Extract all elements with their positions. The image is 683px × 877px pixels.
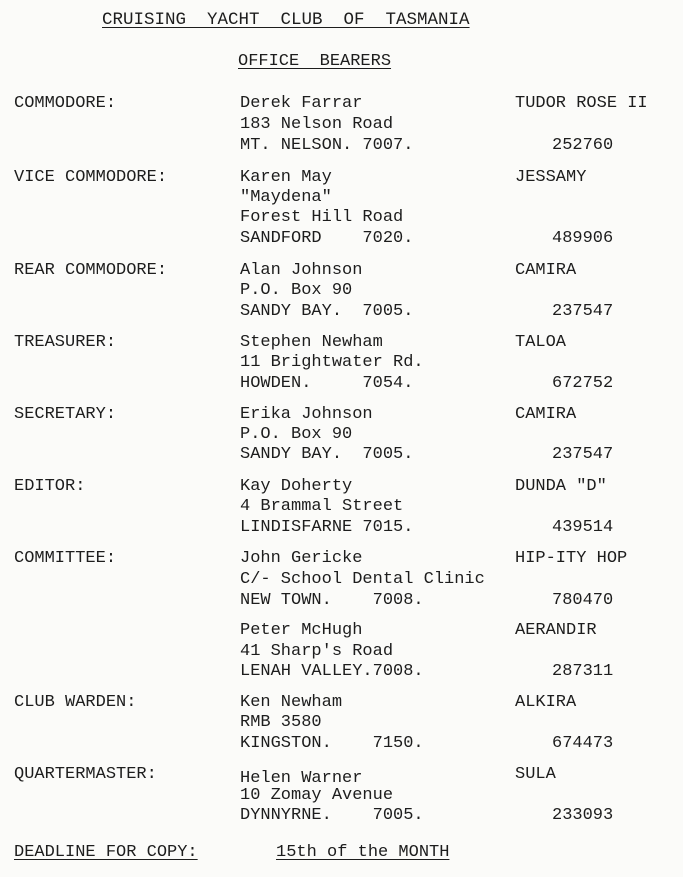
entry-address: C/- School Dental Clinic: [240, 570, 485, 589]
entry-boat: JESSAMY: [515, 168, 587, 187]
entry-name: Kay Doherty: [240, 477, 353, 496]
role-editor: EDITOR:: [14, 477, 86, 496]
role-club-warden: CLUB WARDEN:: [14, 693, 137, 712]
page-title: CRUISING YACHT CLUB OF TASMANIA: [102, 10, 470, 30]
entry-name: John Gericke: [240, 549, 363, 568]
entry-boat: CAMIRA: [515, 405, 577, 424]
entry-boat: SULA: [515, 765, 556, 784]
entry-phone: 252760: [552, 136, 614, 155]
deadline-value: 15th of the MONTH: [276, 843, 450, 862]
deadline-label: DEADLINE FOR COPY:: [14, 843, 198, 862]
entry-boat: CAMIRA: [515, 261, 577, 280]
entry-town: DYNNYRNE. 7005.: [240, 806, 424, 825]
entry-address: "Maydena": [240, 188, 332, 207]
entry-phone: 780470: [552, 591, 614, 610]
entry-name: Ken Newham: [240, 693, 343, 712]
entry-address: P.O. Box 90: [240, 281, 353, 300]
entry-boat: TUDOR ROSE II: [515, 94, 648, 113]
role-secretary: SECRETARY:: [14, 405, 117, 424]
entry-town: LENAH VALLEY.7008.: [240, 662, 424, 681]
entry-phone: 674473: [552, 734, 614, 753]
entry-boat: ALKIRA: [515, 693, 577, 712]
entry-phone: 489906: [552, 229, 614, 248]
entry-address: 41 Sharp's Road: [240, 642, 394, 661]
entry-town: NEW TOWN. 7008.: [240, 591, 424, 610]
entry-address: P.O. Box 90: [240, 425, 353, 444]
entry-address: 11 Brightwater Rd.: [240, 353, 424, 372]
entry-name: Stephen Newham: [240, 333, 383, 352]
entry-address: RMB 3580: [240, 713, 322, 732]
entry-boat: HIP-ITY HOP: [515, 549, 628, 568]
entry-phone: 439514: [552, 518, 614, 537]
entry-town: KINGSTON. 7150.: [240, 734, 424, 753]
entry-phone: 287311: [552, 662, 614, 681]
entry-name: Alan Johnson: [240, 261, 363, 280]
entry-phone: 237547: [552, 445, 614, 464]
entry-name: Derek Farrar: [240, 94, 363, 113]
entry-town: MT. NELSON. 7007.: [240, 136, 414, 155]
entry-phone: 672752: [552, 374, 614, 393]
page-subtitle: OFFICE BEARERS: [238, 52, 392, 71]
entry-phone: 233093: [552, 806, 614, 825]
entry-name: Peter McHugh: [240, 621, 363, 640]
role-treasurer: TREASURER:: [14, 333, 117, 352]
entry-boat: DUNDA "D": [515, 477, 607, 496]
entry-address: 183 Nelson Road: [240, 115, 394, 134]
role-quartermaster: QUARTERMASTER:: [14, 765, 157, 784]
entry-phone: 237547: [552, 302, 614, 321]
entry-town: HOWDEN. 7054.: [240, 374, 414, 393]
entry-boat: TALOA: [515, 333, 567, 352]
role-commodore: COMMODORE:: [14, 94, 117, 113]
role-vice-commodore: VICE COMMODORE:: [14, 168, 168, 187]
entry-address: Forest Hill Road: [240, 208, 404, 227]
entry-name: Erika Johnson: [240, 405, 373, 424]
entry-address: 4 Brammal Street: [240, 497, 404, 516]
role-rear-commodore: REAR COMMODORE:: [14, 261, 168, 280]
role-committee: COMMITTEE:: [14, 549, 117, 568]
entry-name: Karen May: [240, 168, 332, 187]
entry-boat: AERANDIR: [515, 621, 597, 640]
entry-town: SANDY BAY. 7005.: [240, 302, 414, 321]
entry-address: 10 Zomay Avenue: [240, 786, 394, 805]
entry-town: LINDISFARNE 7015.: [240, 518, 414, 537]
entry-town: SANDFORD 7020.: [240, 229, 414, 248]
entry-town: SANDY BAY. 7005.: [240, 445, 414, 464]
entry-name: Helen Warner: [240, 769, 363, 788]
